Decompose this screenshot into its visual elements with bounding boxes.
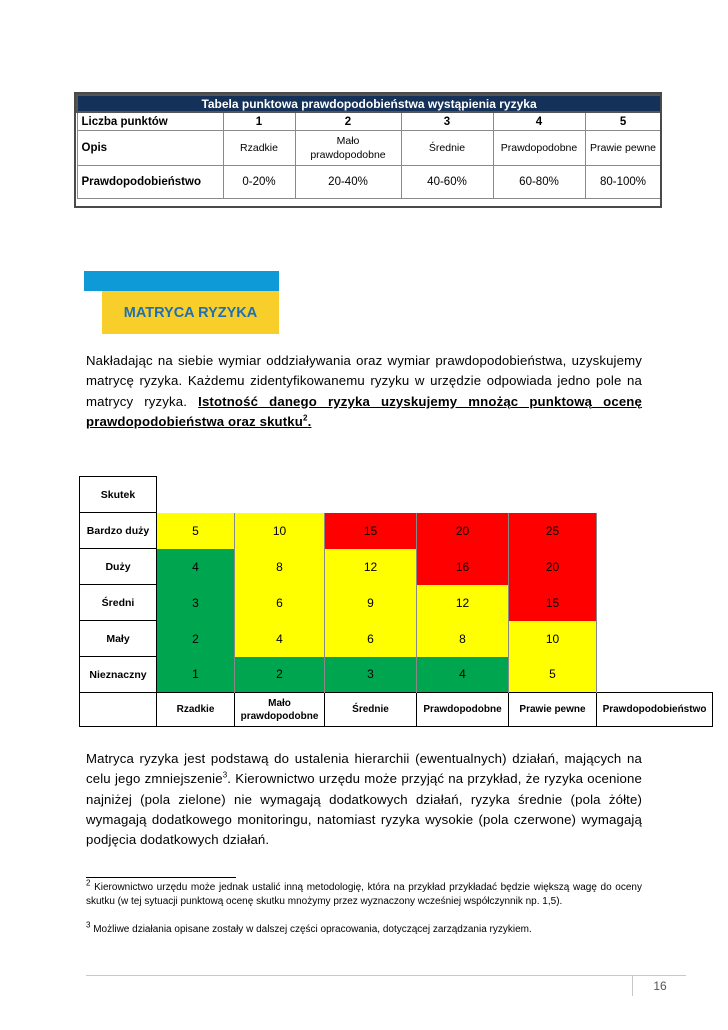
matrix-row-spacer xyxy=(597,621,713,657)
table-cell: Rzadkie xyxy=(223,131,295,166)
row-label-description: Opis xyxy=(77,131,223,166)
matrix-cell: 12 xyxy=(417,585,509,621)
probability-table xyxy=(76,94,662,199)
matrix-row xyxy=(80,549,713,585)
matrix-cell: 4 xyxy=(157,549,235,585)
intro-paragraph xyxy=(86,351,642,432)
x-label: Mało prawdopodobne xyxy=(235,693,325,727)
page-number: 16 xyxy=(632,976,687,996)
footnote-text: Możliwe działania opisane zostały w dalszej części opracowania, dotyczącej zarządzania ryzykiem. xyxy=(90,924,532,935)
table-cell: Średnie xyxy=(401,131,493,166)
section-title: MATRYCA RYZYKA xyxy=(102,291,279,334)
table-cell: 20-40% xyxy=(295,166,401,199)
emphasis-tail: . xyxy=(307,413,312,429)
matrix-row xyxy=(80,513,713,549)
matrix-row xyxy=(80,585,713,621)
risk-matrix xyxy=(79,476,713,727)
x-label: Średnie xyxy=(325,693,417,727)
footnote-3 xyxy=(86,920,642,937)
impact-label: Średni xyxy=(80,585,157,621)
matrix-cell: 1 xyxy=(157,657,235,693)
matrix-cell: 25 xyxy=(509,513,597,549)
page-footer-rule xyxy=(86,975,686,976)
matrix-cell: 16 xyxy=(417,549,509,585)
matrix-cell: 20 xyxy=(509,549,597,585)
table-cell: 4 xyxy=(493,112,585,131)
matrix-spacer xyxy=(157,477,713,513)
matrix-cell: 15 xyxy=(509,585,597,621)
table-cell: 0-20% xyxy=(223,166,295,199)
impact-label: Duży xyxy=(80,549,157,585)
table-cell: Mało prawdopodobne xyxy=(295,131,401,166)
hierarchy-text-1: Matryca ryzyka jest podstawą do ustalenia hierarchii (ewentualnych) działań, mających na celu jego zmniejszenie xyxy=(86,751,642,787)
table-cell: 1 xyxy=(223,112,295,131)
table-cell: Prawie pewne xyxy=(585,131,661,166)
footnote-number: 2 xyxy=(86,878,91,888)
matrix-cell: 6 xyxy=(325,621,417,657)
matrix-row xyxy=(80,657,713,693)
matrix-cell: 8 xyxy=(417,621,509,657)
row-label-points: Liczba punktów xyxy=(77,112,223,131)
matrix-row-spacer xyxy=(597,513,713,549)
footnote-ref: 3 xyxy=(222,770,228,780)
matrix-row xyxy=(80,621,713,657)
hierarchy-paragraph xyxy=(86,749,642,850)
matrix-cell: 9 xyxy=(325,585,417,621)
impact-label: Mały xyxy=(80,621,157,657)
table-cell: 80-100% xyxy=(585,166,661,199)
matrix-cell: 4 xyxy=(235,621,325,657)
table-cell: 3 xyxy=(401,112,493,131)
table-cell: Prawdopodobne xyxy=(493,131,585,166)
matrix-cell: 8 xyxy=(235,549,325,585)
matrix-cell: 15 xyxy=(325,513,417,549)
matrix-cell: 20 xyxy=(417,513,509,549)
x-label: Rzadkie xyxy=(157,693,235,727)
matrix-cell: 3 xyxy=(157,585,235,621)
x-label: Prawdopodobne xyxy=(417,693,509,727)
matrix-cell: 3 xyxy=(325,657,417,693)
matrix-cell: 10 xyxy=(235,513,325,549)
matrix-row-spacer xyxy=(597,657,713,693)
intro-text: Nakładając na siebie wymiar oddziaływania oraz wymiar prawdopodobieństwa, uzyskujemy matrycę ryzyka. Każdemu zidentyfikowanemu ryzyku w urzędzie odpowiada jedno pole na matrycy ryzyka. xyxy=(86,353,642,409)
matrix-cell: 10 xyxy=(509,621,597,657)
footnote-2 xyxy=(86,878,642,909)
matrix-cell: 2 xyxy=(235,657,325,693)
footnote-number: 3 xyxy=(86,920,91,930)
matrix-cell: 4 xyxy=(417,657,509,693)
footnote-text: Kierownictwo urzędu może jednak ustalić inną metodologię, która na przykład przykładać będzie większą wagę do oceny skutku (w tej sytuacji punktową ocenę skutku mnożymy przez wyznaczony wcześniej współczynnik np. 1,5). xyxy=(86,882,642,907)
matrix-cell: 2 xyxy=(157,621,235,657)
x-axis-corner xyxy=(80,693,157,727)
table-cell: 2 xyxy=(295,112,401,131)
hierarchy-text-2: . Kierownictwo urzędu może przyjąć na przykład, że ryzyka ocenione najniżej (pola zielone) nie wymagają dodatkowych działań, ryzyka średnie (pola żółte) wymagają dodatkowego monitoringu, natomiast ryzyka wysokie (pola czerwone) wymagają podjęcia dodatkowych działań. xyxy=(86,771,642,848)
y-axis-header: Skutek xyxy=(80,477,157,513)
x-axis-header: Prawdopodobieństwo xyxy=(597,693,713,727)
matrix-row-spacer xyxy=(597,549,713,585)
matrix-cell: 12 xyxy=(325,549,417,585)
matrix-cell: 5 xyxy=(157,513,235,549)
probability-table-title: Tabela punktowa prawdopodobieństwa wystąpienia ryzyka xyxy=(77,95,661,112)
impact-label: Nieznaczny xyxy=(80,657,157,693)
matrix-cell: 5 xyxy=(509,657,597,693)
table-cell: 5 xyxy=(585,112,661,131)
row-label-probability: Prawdopodobieństwo xyxy=(77,166,223,199)
emphasis-text-content: Istotność danego ryzyka uzyskujemy mnożąc punktową ocenę prawdopodobieństwa oraz skutku xyxy=(86,393,642,429)
footnote-rule xyxy=(86,877,236,878)
impact-label: Bardzo duży xyxy=(80,513,157,549)
section-header-gap xyxy=(84,291,102,336)
x-label: Prawie pewne xyxy=(509,693,597,727)
matrix-row-spacer xyxy=(597,585,713,621)
matrix-cell: 6 xyxy=(235,585,325,621)
table-cell: 60-80% xyxy=(493,166,585,199)
table-cell: 40-60% xyxy=(401,166,493,199)
footnote-ref: 2 xyxy=(303,413,308,423)
